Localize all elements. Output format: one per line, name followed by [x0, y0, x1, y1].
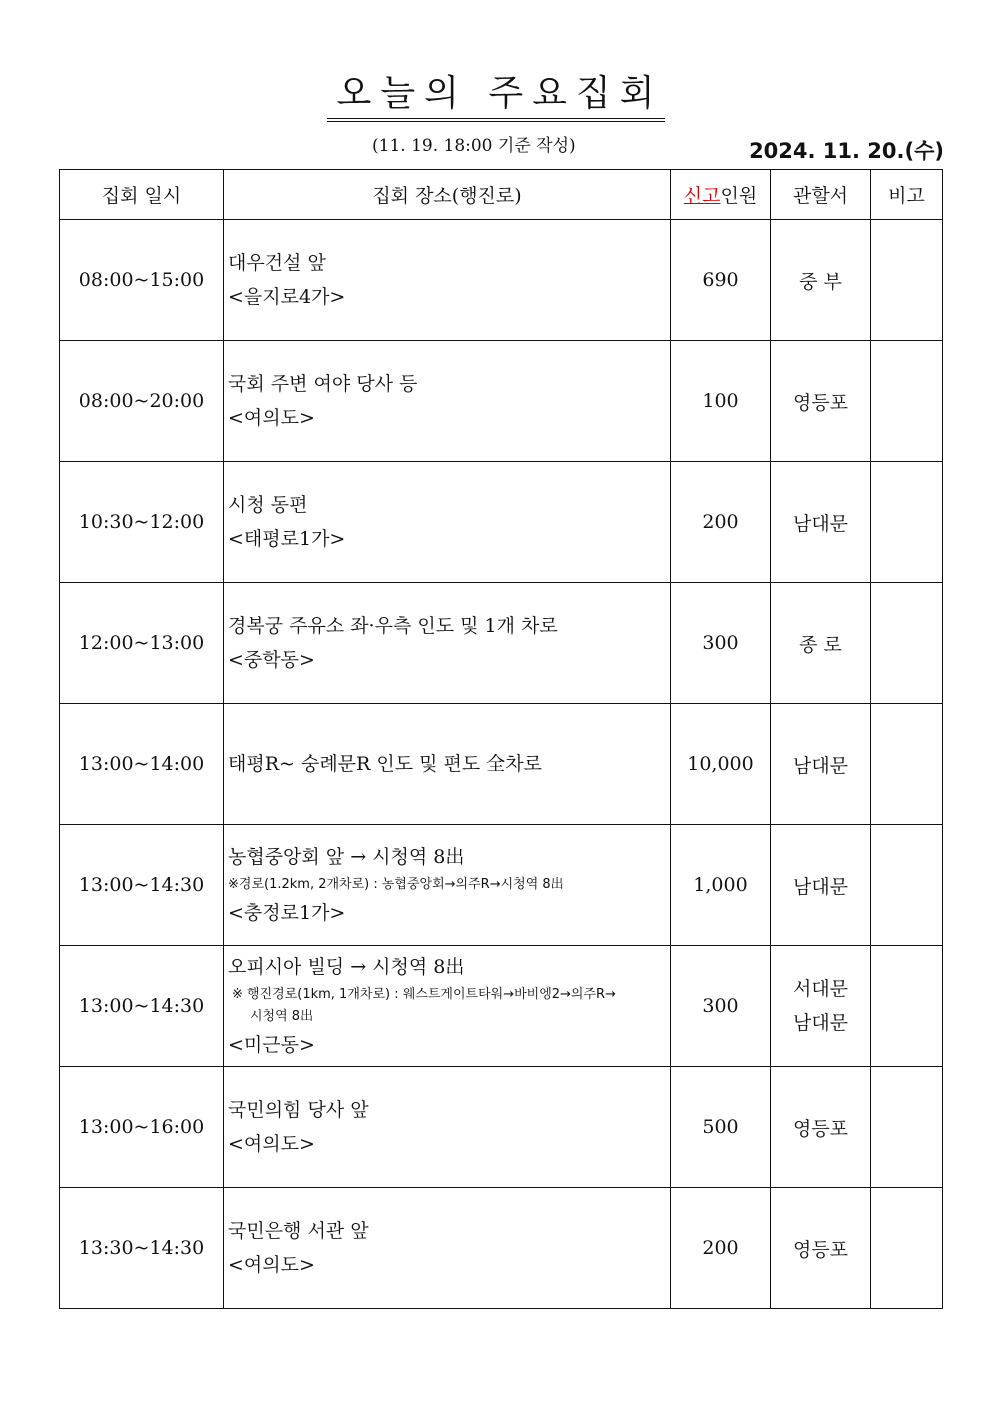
table-row	[60, 583, 943, 704]
row-station	[771, 946, 871, 1067]
row-note	[871, 1067, 943, 1188]
table-row	[60, 1067, 943, 1188]
row-time: 13:00~14:00	[60, 704, 224, 825]
row-place	[224, 341, 671, 462]
row-place	[224, 220, 671, 341]
row-station: 남대문	[771, 704, 871, 825]
row-place	[224, 462, 671, 583]
header-count-rest: 인원	[720, 185, 758, 207]
route-note-line1: ※ 행진경로(1km, 1개차로) : 웨스트게이트타워→바비엥2→의주R→	[232, 987, 616, 1002]
place-area: <미근동>	[228, 1034, 315, 1056]
row-note	[871, 1188, 943, 1309]
route-note	[228, 984, 670, 1028]
header-place: 집회 장소(행진로)	[224, 170, 671, 220]
place-name: 국민은행 서관 앞	[228, 1220, 369, 1242]
row-count: 690	[671, 220, 771, 341]
place-name: 국민의힘 당사 앞	[228, 1099, 369, 1121]
place-area: <을지로4가>	[228, 286, 346, 308]
header-row	[60, 170, 943, 220]
row-note	[871, 462, 943, 583]
row-note	[871, 583, 943, 704]
row-count: 300	[671, 946, 771, 1067]
place-name: 농협중앙회 앞 → 시청역 8出	[228, 846, 465, 868]
row-place	[224, 583, 671, 704]
row-time: 13:00~16:00	[60, 1067, 224, 1188]
table-row	[60, 220, 943, 341]
subtitle: (11. 19. 18:00 기준 작성)	[372, 136, 576, 156]
row-time: 08:00~15:00	[60, 220, 224, 341]
row-note	[871, 825, 943, 946]
table-row	[60, 1188, 943, 1309]
row-count: 100	[671, 341, 771, 462]
row-time: 13:00~14:30	[60, 825, 224, 946]
header-note: 비고	[871, 170, 943, 220]
row-count: 200	[671, 1188, 771, 1309]
place-name: 국회 주변 여야 당사 등	[228, 373, 418, 395]
report-date: 2024. 11. 20.(수)	[749, 139, 944, 163]
place-name: 대우건설 앞	[228, 252, 326, 274]
row-note	[871, 341, 943, 462]
row-count: 10,000	[671, 704, 771, 825]
place-name: 오피시아 빌딩 → 시청역 8出	[228, 956, 465, 978]
table-row	[60, 825, 943, 946]
rally-table	[59, 169, 943, 1309]
row-place	[224, 1188, 671, 1309]
row-station: 영등포	[771, 341, 871, 462]
route-note: ※경로(1.2km, 2개차로) : 농협중앙회→의주R→시청역 8出	[228, 877, 564, 892]
table-row	[60, 341, 943, 462]
table-row	[60, 704, 943, 825]
row-station: 영등포	[771, 1067, 871, 1188]
station-2: 남대문	[792, 1012, 849, 1034]
place-area: <여의도>	[228, 1133, 315, 1155]
place-name: 태평R~ 숭례문R 인도 및 편도 全차로	[228, 753, 542, 775]
page-title	[0, 72, 992, 122]
row-place	[224, 946, 671, 1067]
place-area: <여의도>	[228, 407, 315, 429]
row-count: 200	[671, 462, 771, 583]
row-count: 500	[671, 1067, 771, 1188]
place-name: 시청 동편	[228, 494, 308, 516]
header-count	[671, 170, 771, 220]
row-note	[871, 220, 943, 341]
row-note	[871, 946, 943, 1067]
table-row	[60, 946, 943, 1067]
row-count: 300	[671, 583, 771, 704]
row-station: 중 부	[771, 220, 871, 341]
route-note-line2: 시청역 8出	[250, 1009, 314, 1024]
station-1: 서대문	[792, 978, 849, 1000]
row-note	[871, 704, 943, 825]
row-count: 1,000	[671, 825, 771, 946]
row-place	[224, 825, 671, 946]
row-time: 13:30~14:30	[60, 1188, 224, 1309]
header-count-red: 신고	[683, 185, 721, 207]
place-name: 경복궁 주유소 좌·우측 인도 및 1개 차로	[228, 615, 558, 637]
row-time: 10:30~12:00	[60, 462, 224, 583]
header-station: 관할서	[771, 170, 871, 220]
row-station: 남대문	[771, 825, 871, 946]
row-place	[224, 1067, 671, 1188]
table-row	[60, 462, 943, 583]
header-time: 집회 일시	[60, 170, 224, 220]
row-place	[224, 704, 671, 825]
place-area: <여의도>	[228, 1254, 315, 1276]
row-station: 남대문	[771, 462, 871, 583]
title-text: 오늘의 주요집회	[327, 72, 666, 122]
place-area: <충정로1가>	[228, 902, 346, 924]
row-time: 08:00~20:00	[60, 341, 224, 462]
row-time: 13:00~14:30	[60, 946, 224, 1067]
row-station: 영등포	[771, 1188, 871, 1309]
place-area: <중학동>	[228, 649, 315, 671]
row-time: 12:00~13:00	[60, 583, 224, 704]
place-area: <태평로1가>	[228, 528, 346, 550]
row-station: 종 로	[771, 583, 871, 704]
